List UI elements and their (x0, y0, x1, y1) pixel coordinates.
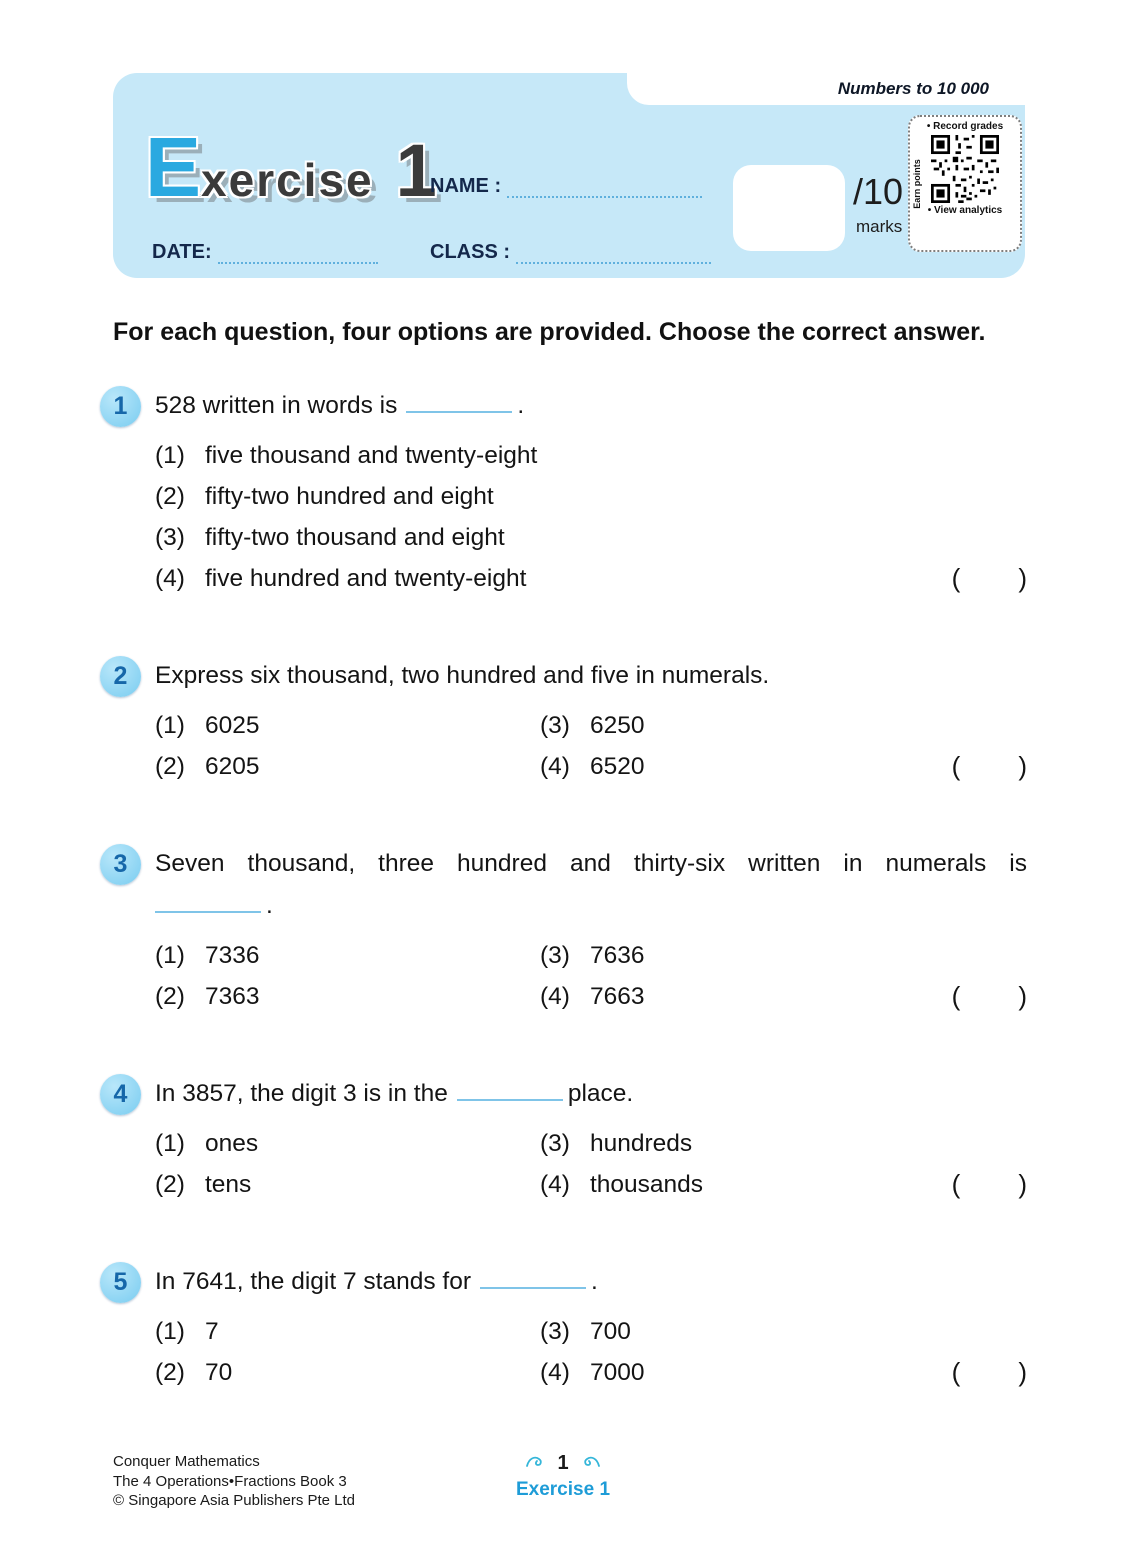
date-field-row (152, 241, 378, 264)
question-1-blank[interactable] (406, 387, 512, 413)
title-number: 1 (395, 129, 437, 212)
question-1-answer-box[interactable]: ( ) (951, 563, 1027, 593)
publisher-line-2: The 4 Operations•Fractions Book 3 (113, 1472, 347, 1490)
qr-panel (908, 115, 1022, 252)
class-field-row (430, 241, 711, 264)
question-2-option-4[interactable]: (4) 6520 (540, 753, 645, 780)
flourish-left-icon (525, 1454, 547, 1473)
name-input-line[interactable] (507, 178, 702, 198)
title-initial: E (145, 120, 202, 214)
question-4-option-3[interactable]: (3) hundreds (540, 1130, 693, 1157)
question-2 (100, 655, 1027, 787)
score-total: /10 (853, 171, 904, 212)
question-5 (100, 1261, 1027, 1393)
question-5-answer-box[interactable]: ( ) (951, 1357, 1027, 1387)
question-3 (100, 843, 1027, 1017)
question-4-option-2[interactable]: (2) tens (155, 1171, 252, 1198)
question-1-text: 528 written in words is . (155, 385, 1027, 427)
flourish-right-icon (579, 1454, 601, 1473)
question-1 (100, 385, 1027, 599)
question-5-number: 5 (113, 1268, 128, 1296)
question-2-option-3[interactable]: (3) 6250 (540, 712, 645, 739)
question-3-number: 3 (113, 850, 128, 878)
question-2-option-1[interactable]: (1) 6025 (155, 712, 260, 739)
name-field-row (430, 175, 702, 198)
question-3-text: Seven thousand, three hundred and thirty-six written in numerals is (155, 850, 1027, 877)
date-label: DATE: (152, 241, 212, 263)
question-5-options (155, 1311, 1027, 1393)
title-rest: xercise (201, 154, 374, 206)
question-3-badge (100, 844, 141, 885)
question-3-text-line2: . (155, 885, 1027, 927)
question-4-blank[interactable] (457, 1075, 563, 1101)
question-1-option-2[interactable]: (2) fifty-two hundred and eight (155, 483, 494, 510)
question-5-blank[interactable] (480, 1263, 586, 1289)
question-3-option-3[interactable]: (3) 7636 (540, 942, 645, 969)
question-1-option-1[interactable]: (1) five thousand and twenty-eight (155, 442, 538, 469)
qr-code-icon[interactable] (931, 135, 999, 203)
question-1-options (155, 435, 1027, 599)
question-2-number: 2 (113, 662, 128, 690)
question-5-option-1[interactable]: (1) 7 (155, 1318, 219, 1345)
question-2-options (155, 705, 1027, 787)
question-2-answer-box[interactable]: ( ) (951, 751, 1027, 781)
question-3-answer-box[interactable]: ( ) (951, 981, 1027, 1011)
question-4-number: 4 (113, 1080, 128, 1108)
question-list (100, 385, 1027, 1449)
question-1-option-3[interactable]: (3) fifty-two thousand and eight (155, 524, 505, 551)
question-2-badge (100, 656, 141, 697)
question-4-option-1[interactable]: (1) ones (155, 1130, 259, 1157)
footer-exercise-label: Exercise 1 (515, 1479, 611, 1500)
question-3-options (155, 935, 1027, 1017)
question-4-badge (100, 1074, 141, 1115)
question-4-answer-box[interactable]: ( ) (951, 1169, 1027, 1199)
question-5-option-4[interactable]: (4) 7000 (540, 1359, 645, 1386)
name-label: NAME : (430, 175, 502, 197)
page-footer-center (0, 1452, 1126, 1501)
question-2-option-2[interactable]: (2) 6205 (155, 753, 260, 780)
class-label: CLASS : (430, 241, 510, 263)
score-write-box[interactable] (733, 165, 845, 251)
class-input-line[interactable] (516, 244, 711, 264)
score-unit-label: marks (856, 217, 903, 236)
question-3-option-1[interactable]: (1) 7336 (155, 942, 260, 969)
topic-tag: Numbers to 10 000 (837, 79, 989, 98)
page-number: 1 (557, 1452, 569, 1474)
qr-caption-side: Earn points (912, 158, 922, 209)
question-4 (100, 1073, 1027, 1205)
qr-caption-bottom: • View analytics (927, 205, 1003, 216)
question-3-option-2[interactable]: (2) 7363 (155, 983, 260, 1010)
question-5-option-2[interactable]: (2) 70 (155, 1359, 233, 1386)
question-4-options (155, 1123, 1027, 1205)
exercise-title (145, 119, 437, 216)
date-input-line[interactable] (218, 244, 378, 264)
question-3-blank[interactable] (155, 887, 261, 913)
question-5-option-3[interactable]: (3) 700 (540, 1318, 631, 1345)
exercise-header (113, 73, 1025, 278)
question-1-number: 1 (113, 392, 128, 420)
question-4-text: In 3857, the digit 3 is in the place. (155, 1073, 1027, 1115)
question-2-text: Express six thousand, two hundred and five in numerals. (155, 662, 770, 689)
qr-caption-top: • Record grades (926, 121, 1004, 132)
question-5-text: In 7641, the digit 7 stands for . (155, 1261, 1027, 1303)
question-1-option-4[interactable]: (4) five hundred and twenty-eight (155, 565, 527, 592)
question-3-option-4[interactable]: (4) 7663 (540, 983, 645, 1010)
instruction-text: For each question, four options are provided. Choose the correct answer. (113, 318, 986, 346)
question-1-badge (100, 386, 141, 427)
question-4-option-4[interactable]: (4) thousands (540, 1171, 704, 1198)
question-5-badge (100, 1262, 141, 1303)
publisher-line-1: Conquer Mathematics (113, 1453, 260, 1470)
publisher-line-3: © Singapore Asia Publishers Pte Ltd (113, 1492, 356, 1509)
